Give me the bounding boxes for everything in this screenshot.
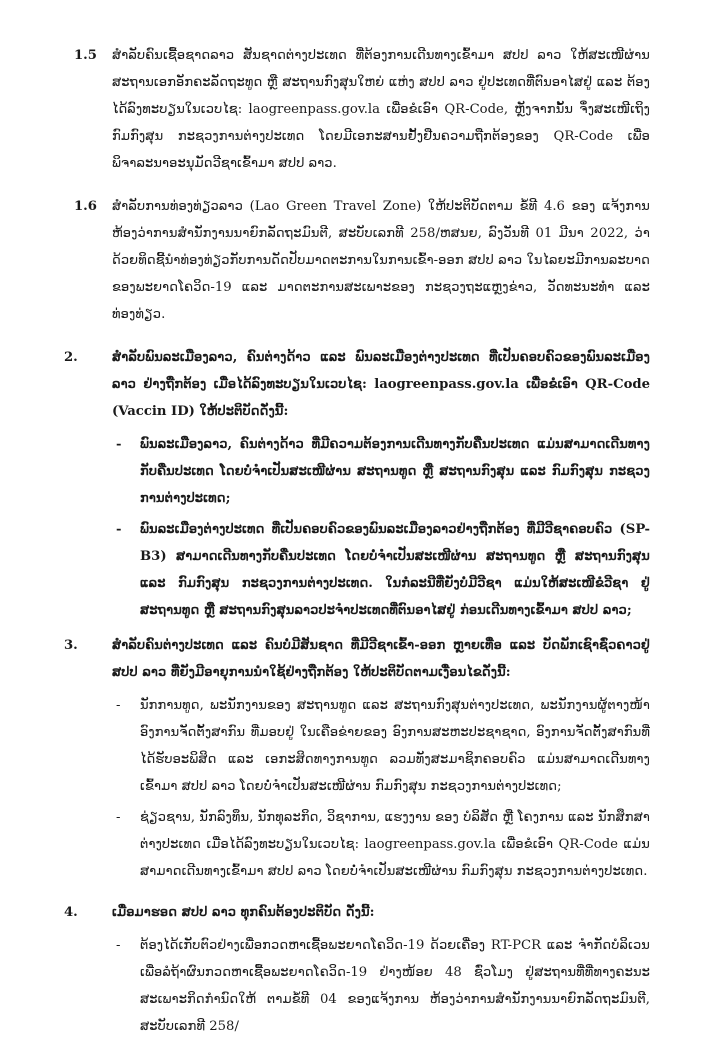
list-item-text: ນັກການທູດ, ພະນັກງານຂອງ ສະຖານທູດ ແລະ ສະຖານກົງສຸນຕ່າງປະເທດ, ພະນັກງານຜູ້ຕາງໜ້າອົງການຈັດຕັ້ງສາກົນ ທີ່ມອບຢູ່ ໃນເຄືອຂ່າຍຂອງ ອົງການສະຫະປະຊາຊາດ, ອົງການຈັດຕັ້ງສາກົນທີ່ໄດ້ຮັບອະພິສິດ ແລະ ເອກະສິດທາງການທູດ ລວມທັງສະມາຊິກຄອບຄົວ ແມ່ນສາມາດເດີນທາງເຂົ້າມາ ສປປ ລາວ ໂດຍບໍ່ຈໍາເປັນສະເໜີຜ່ານ ກົມກົງສຸນ ກະຊວງການຕ່າງປະເທດ; [140,698,650,794]
clause-number: 1.5 [74,48,97,63]
list-item-text: ພົນລະເມືອງຕ່າງປະເທດ ທີ່ເປັນຄອບຄົວຂອງພົນລະເມືອງລາວຢ່າງຖືກຕ້ອງ ທີ່ມີວີຊາຄອບຄົວ (SP-B3) ສາມາດເດີນທາງກັບຄືນປະເທດ ໂດຍບໍ່ຈໍາເປັນສະເໜີຜ່ານ ສະຖານທູດ ຫຼື ສະຖານກົງສຸນ ແລະ ກົມກົງສຸນ ກະຊວງການຕ່າງປະເທດ. ໃນກໍລະນີທີ່ຍັງບໍ່ມີວີຊາ ແມ່ນໃຫ້ສະເໜີຂໍວີຊາ ຢູ່ ສະຖານທູດ ຫຼື ສະຖານກົງສຸນລາວປະຈໍາປະເທດທີ່ຕົນອາໄສຢູ່ ກ່ອນເດີນທາງເຂົ້າມາ ສປປ ລາວ; [140,522,650,618]
bullet-list [112,932,650,1040]
dash-bullet-icon: - [116,698,121,713]
dash-bullet-icon: - [116,522,122,537]
section-4 [64,899,650,1040]
clause-text: ສໍາລັບການທ່ອງທ່ຽວລາວ (Lao Green Travel Zone) ໃຫ້ປະຕິບັດຕາມ ຂໍ້ທີ 4.6 ຂອງ ແຈ້ງການ ຫ້ອງວ່າການສໍານັກງານນາຍົກລັດຖະມົນຕີ, ສະບັບເລກທີ 258/ຫສນຍ, ລົງວັນທີ 01 ມີນາ 2022, ວ່າດ້ວຍທິດຊີ້ນໍາທ່ອງທ່ຽວກັບການດັດປັບມາດຕະການໃນການເຂົ້າ-ອອກ ສປປ ລາວ ໃນໄລຍະມີການລະບາດຂອງພະຍາດໂຄວິດ-19 ແລະ ມາດຕະການສະເພາະຂອງ ກະຊວງຖະແຫຼງຂ່າວ, ວັດທະນະທໍາ ແລະ ທ່ອງທ່ຽວ. [112,199,650,322]
section-2 [64,344,650,624]
section-number: 4. [64,905,78,920]
section-heading: ສໍາລັບຄົນຕ່າງປະເທດ ແລະ ຄົນບໍ່ມີສັນຊາດ ທີ່ມີວີຊາເຂົ້າ-ອອກ ຫຼາຍເທື່ອ ແລະ ບັດພັກເຊົາຊົ່ວຄາວຢູ່ ສປປ ລາວ ທີ່ຍັງມີອາຍຸການນໍາໃຊ້ຢ່າງຖືກຕ້ອງ ໃຫ້ປະຕິບັດຕາມເງື່ອນໄຂດັ່ງນີ້: [112,638,650,680]
list-item-text: ຕ້ອງໄດ້ເກັບຕົວຢ່າງເພື່ອກວດຫາເຊື້ອພະຍາດໂຄວິດ-19 ດ້ວຍເຄື່ອງ RT-PCR ແລະ ຈໍາກັດບໍລິເວນເພື່ອລໍຖ້າຜົນກວດຫາເຊື້ອພະຍາດໂຄວິດ-19 ຢ່າງໜ້ອຍ 48 ຊົ່ວໂມງ ຢູ່ສະຖານທີ່ທີ່ທາງຄະນະສະເພາະກິດກໍານົດໃຫ້ ຕາມຂໍ້ທີ 04 ຂອງແຈ້ງການ ຫ້ອງວ່າການສໍານັກງານນາຍົກລັດຖະມົນຕີ, ສະບັບເລກທີ 258/ [140,938,650,1034]
section-heading: ເມື່ອມາຮອດ ສປປ ລາວ ທຸກຄົນຕ້ອງປະຕິບັດ ດັ່ງນີ້: [112,905,375,920]
list-item [112,804,650,885]
dash-bullet-icon: - [116,938,121,953]
section-heading: ສໍາລັບພົນລະເມືອງລາວ, ຄົນຕ່າງດ້າວ ແລະ ພົນລະເມືອງຕ່າງປະເທດ ທີ່ເປັນຄອບຄົວຂອງພົນລະເມືອງລາວ ຢ່າງຖືກຕ້ອງ ເມື່ອໄດ້ລົງທະບຽນໃນເວບໄຊ: laogreenpass.gov.la ເພື່ອຂໍເອົາ QR-Code (Vaccin ID) ໃຫ້ປະຕິບັດດັ່ງນີ້: [112,350,650,419]
list-item [112,932,650,1040]
clause-text: ສໍາລັບຄົນເຊື້ອຊາດລາວ ສັນຊາດຕ່າງປະເທດ ທີ່ຕ້ອງການເດີນທາງເຂົ້າມາ ສປປ ລາວ ໃຫ້ສະເໜີຜ່ານ ສະຖານເອກອັກຄະລັດຖະທູດ ຫຼື ສະຖານກົງສຸນໃຫຍ່ ແຫ່ງ ສປປ ລາວ ຢູ່ປະເທດທີ່ຕົນອາໄສຢູ່ ແລະ ຕ້ອງໄດ້ລົງທະບຽນໃນເວບໄຊ: laogreenpass.gov.la ເພື່ອຂໍເອົາ QR-Code, ຫຼັງຈາກນັ້ນ ຈຶ່ງສະເໜີເຖິງກົມກົງສຸນ ກະຊວງການຕ່າງປະເທດ ໂດຍມີເອກະສານຢັ້ງຢືນຄວາມຖືກຕ້ອງຂອງ QR-Code ເພື່ອພິຈາລະນາອະນຸມັດວີຊາເຂົ້າມາ ສປປ ລາວ. [112,48,650,171]
list-item [112,516,650,624]
dash-bullet-icon: - [116,810,121,825]
clause-number: 1.6 [74,199,97,214]
dash-bullet-icon: - [116,437,122,452]
section-number: 3. [64,638,78,653]
clause-1-5 [74,42,650,177]
list-item [112,692,650,800]
bullet-list [112,431,650,624]
section-number: 2. [64,350,78,365]
list-item-text: ພົນລະເມືອງລາວ, ຄົນຕ່າງດ້າວ ທີ່ມີຄວາມຕ້ອງການເດີນທາງກັບຄືນປະເທດ ແມ່ນສາມາດເດີນທາງກັບຄືນປະເທດ ໂດຍບໍ່ຈໍາເປັນສະເໜີຜ່ານ ສະຖານທູດ ຫຼື ສະຖານກົງສຸນ ແລະ ກົມກົງສຸນ ກະຊວງການຕ່າງປະເທດ; [140,437,650,506]
list-item [112,431,650,512]
bullet-list [112,692,650,885]
list-item-text: ຊ່ຽວຊານ, ນັກລົງທຶນ, ນັກທຸລະກິດ, ວິຊາການ, ແຮງງານ ຂອງ ບໍລິສັດ ຫຼື ໂຄງການ ແລະ ນັກສຶກສາຕ່າງປະເທດ ເມື່ອໄດ້ລົງທະບຽນໃນເວບໄຊ: laogreenpass.gov.la ເພື່ອຂໍເອົາ QR-Code ແມ່ນສາມາດເດີນທາງເຂົ້າມາ ສປປ ລາວ ໂດຍບໍ່ຈໍາເປັນສະເໜີຜ່ານ ກົມກົງສຸນ ກະຊວງການຕ່າງປະເທດ. [140,810,650,879]
section-3 [64,632,650,885]
clause-1-6 [74,193,650,328]
